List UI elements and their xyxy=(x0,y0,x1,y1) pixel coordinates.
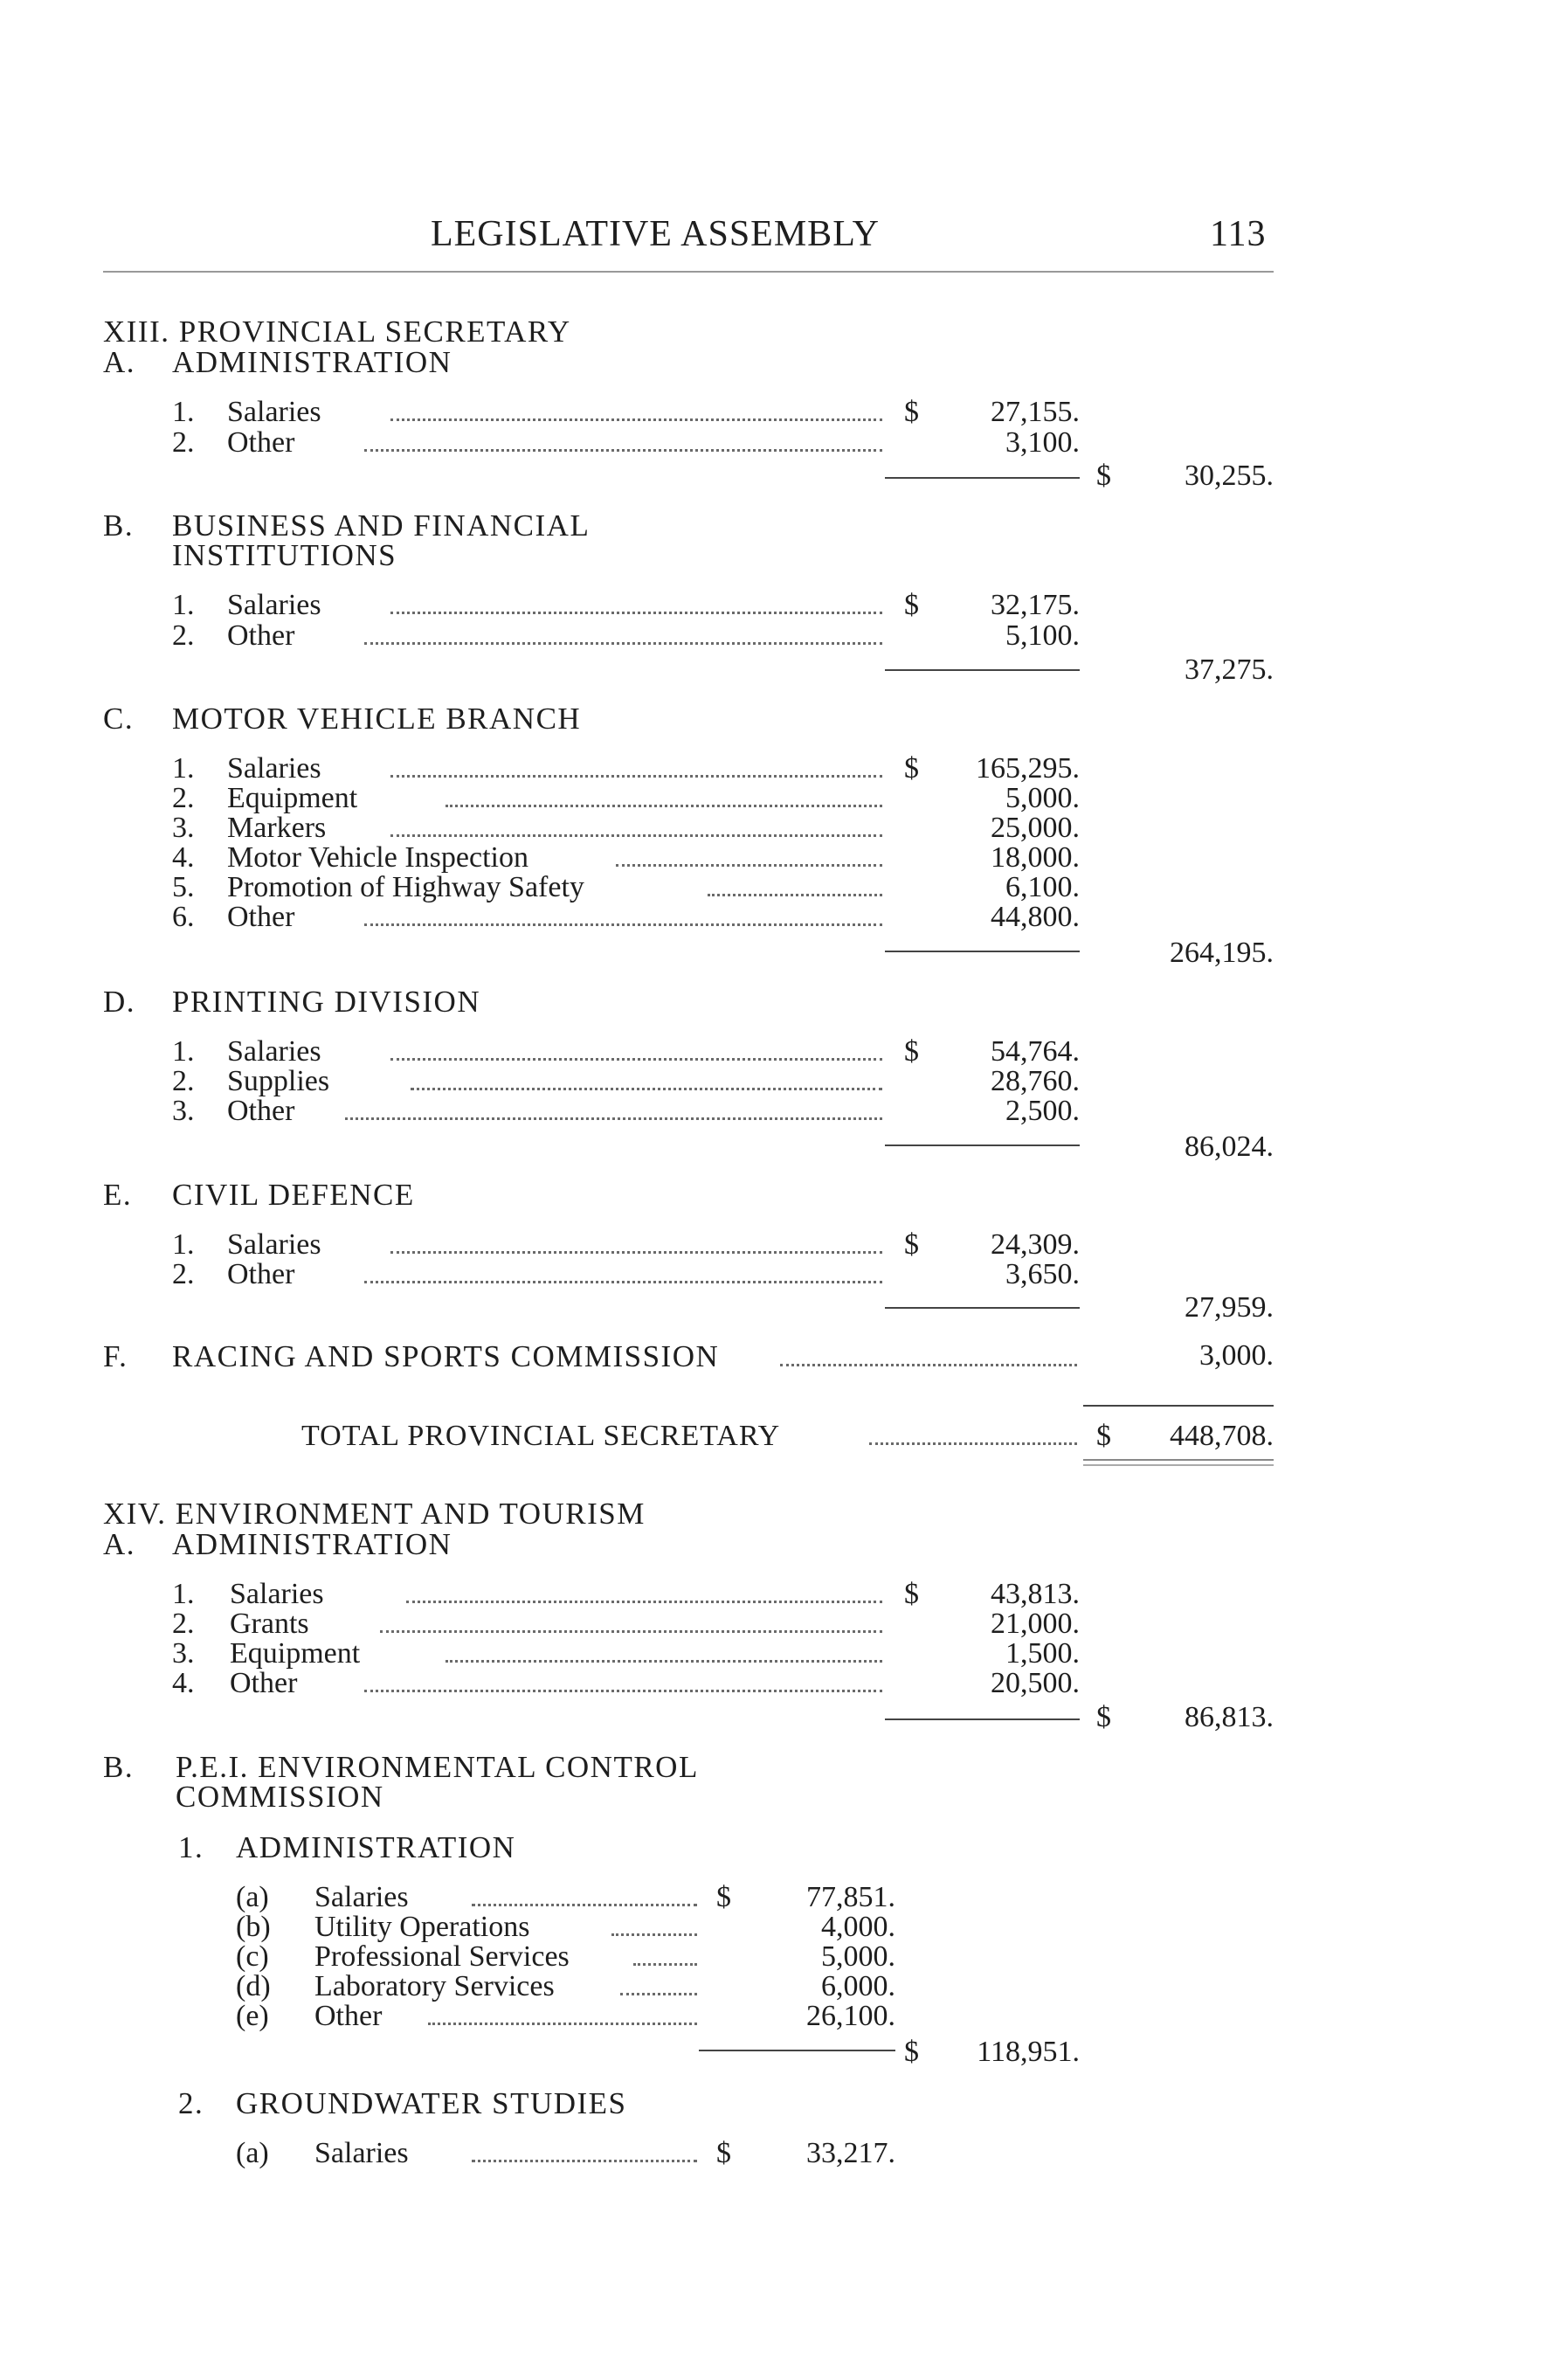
item-amount: 3,100. xyxy=(1005,426,1080,459)
item-label: Markers xyxy=(227,812,327,844)
currency-sign: $ xyxy=(1096,460,1111,492)
item-number: 1. xyxy=(172,396,195,428)
dot-leader xyxy=(390,834,882,837)
item-amount: 20,500. xyxy=(991,1667,1080,1699)
item-number: 3. xyxy=(172,812,195,844)
section-xiv-heading: XIV. ENVIRONMENT AND TOURISM xyxy=(103,1497,646,1531)
item-label: Salaries xyxy=(230,1578,324,1610)
sub-subsection-total: 118,951. xyxy=(977,2036,1080,2068)
item-label: Other xyxy=(227,426,295,459)
item-amount: 3,650. xyxy=(1005,1258,1080,1290)
item-number: 1. xyxy=(172,1578,195,1610)
dot-leader xyxy=(428,2023,697,2025)
subsection-title: MOTOR VEHICLE BRANCH xyxy=(172,702,582,736)
dot-leader xyxy=(411,1088,882,1090)
currency-sign: $ xyxy=(716,1881,731,1913)
item-number: 4. xyxy=(172,841,195,874)
dot-leader xyxy=(364,642,882,645)
item-amount: 26,100. xyxy=(806,2000,895,2032)
item-number: 2. xyxy=(172,426,195,459)
dot-leader xyxy=(620,1993,697,1995)
item-letter: (e) xyxy=(236,2000,269,2032)
dot-leader xyxy=(708,894,882,896)
dot-leader xyxy=(633,1963,697,1966)
subsection-title-cont: INSTITUTIONS xyxy=(172,538,397,572)
subtotal-rule xyxy=(885,1307,1080,1309)
item-label: Other xyxy=(227,1258,295,1290)
dot-leader xyxy=(780,1364,1077,1366)
item-label: Equipment xyxy=(227,782,358,814)
item-letter: (b) xyxy=(236,1911,271,1943)
item-label: Equipment xyxy=(230,1637,361,1670)
subsection-letter: B. xyxy=(103,508,135,543)
item-number: 2. xyxy=(172,782,195,814)
item-label: Motor Vehicle Inspection xyxy=(227,841,528,874)
grand-total-label: TOTAL PROVINCIAL SECRETARY xyxy=(301,1420,781,1452)
dot-leader xyxy=(390,775,882,778)
currency-sign: $ xyxy=(1096,1701,1111,1733)
item-letter: (d) xyxy=(236,1970,271,2002)
dot-leader xyxy=(472,1904,697,1906)
subsection-letter: A. xyxy=(103,1527,136,1561)
item-label: Supplies xyxy=(227,1065,330,1097)
item-amount: 5,100. xyxy=(1005,619,1080,652)
item-amount: 4,000. xyxy=(821,1911,895,1943)
dot-leader xyxy=(616,864,882,867)
dot-leader xyxy=(446,805,882,807)
item-number: 2. xyxy=(172,1258,195,1290)
item-label: Promotion of Highway Safety xyxy=(227,871,584,903)
item-label: Other xyxy=(314,2000,383,2032)
item-letter: (a) xyxy=(236,2137,269,2169)
item-amount: 5,000. xyxy=(821,1940,895,1973)
currency-sign: $ xyxy=(904,589,919,621)
page-number: 113 xyxy=(1210,214,1267,254)
item-number: 2. xyxy=(172,1065,195,1097)
dot-leader xyxy=(869,1442,1077,1445)
item-number: 1. xyxy=(172,1035,195,1068)
sub-subsection-title: ADMINISTRATION xyxy=(236,1830,516,1864)
item-amount: 32,175. xyxy=(991,589,1080,621)
dot-leader xyxy=(380,1630,882,1633)
subsection-letter: A. xyxy=(103,345,136,379)
section-total: 264,195. xyxy=(1170,937,1274,969)
item-letter: (c) xyxy=(236,1940,269,1973)
dot-leader xyxy=(611,1933,697,1936)
item-amount: 27,155. xyxy=(991,396,1080,428)
item-letter: (a) xyxy=(236,1881,269,1913)
item-label: Professional Services xyxy=(314,1940,570,1973)
item-label: Utility Operations xyxy=(314,1911,530,1943)
subsection-title: CIVIL DEFENCE xyxy=(172,1178,415,1212)
section-total: 3,000. xyxy=(1199,1339,1274,1372)
grand-total-amount: 448,708. xyxy=(1170,1420,1274,1452)
dot-leader xyxy=(364,923,882,926)
dot-leader xyxy=(364,1281,882,1283)
item-amount: 165,295. xyxy=(976,752,1080,785)
dot-leader xyxy=(390,1251,882,1254)
total-rule-top xyxy=(1083,1405,1274,1407)
sub-subsection-number: 2. xyxy=(178,2086,204,2120)
item-amount: 1,500. xyxy=(1005,1637,1080,1670)
item-label: Salaries xyxy=(227,1035,321,1068)
subtotal-rule xyxy=(885,669,1080,671)
item-label: Grants xyxy=(230,1608,309,1640)
section-total: 30,255. xyxy=(1185,460,1274,492)
section-total: 37,275. xyxy=(1185,653,1274,686)
subtotal-rule xyxy=(885,1718,1080,1720)
subsection-letter: B. xyxy=(103,1750,135,1784)
currency-sign: $ xyxy=(904,1578,919,1610)
item-label: Salaries xyxy=(314,1881,409,1913)
item-amount: 2,500. xyxy=(1005,1095,1080,1127)
item-number: 2. xyxy=(172,619,195,652)
item-number: 1. xyxy=(172,589,195,621)
header-rule xyxy=(103,271,1274,273)
item-amount: 6,100. xyxy=(1005,871,1080,903)
currency-sign: $ xyxy=(904,1035,919,1068)
subsection-title-cont: COMMISSION xyxy=(176,1780,384,1814)
item-label: Other xyxy=(227,901,295,933)
item-amount: 6,000. xyxy=(821,1970,895,2002)
total-double-rule xyxy=(1083,1459,1274,1461)
subtotal-rule xyxy=(885,951,1080,952)
subsection-title: P.E.I. ENVIRONMENTAL CONTROL xyxy=(176,1750,699,1784)
item-amount: 43,813. xyxy=(991,1578,1080,1610)
subsection-title: ADMINISTRATION xyxy=(172,345,452,379)
currency-sign: $ xyxy=(1096,1420,1111,1452)
item-number: 2. xyxy=(172,1608,195,1640)
currency-sign: $ xyxy=(904,752,919,785)
subtotal-rule xyxy=(885,477,1080,479)
dot-leader xyxy=(364,1690,882,1692)
item-amount: 28,760. xyxy=(991,1065,1080,1097)
item-label: Salaries xyxy=(227,1228,321,1261)
subsection-letter: F. xyxy=(103,1339,128,1373)
item-number: 4. xyxy=(172,1667,195,1699)
dot-leader xyxy=(364,449,882,452)
section-total: 27,959. xyxy=(1185,1291,1274,1324)
item-label: Salaries xyxy=(227,589,321,621)
subsection-title: ADMINISTRATION xyxy=(172,1527,452,1561)
item-number: 5. xyxy=(172,871,195,903)
currency-sign: $ xyxy=(904,1228,919,1261)
item-amount: 44,800. xyxy=(991,901,1080,933)
page-title: LEGISLATIVE ASSEMBLY xyxy=(431,214,880,254)
subsection-letter: D. xyxy=(103,985,136,1019)
item-label: Other xyxy=(227,1095,295,1127)
item-amount: 5,000. xyxy=(1005,782,1080,814)
dot-leader xyxy=(406,1601,882,1603)
subsection-letter: C. xyxy=(103,702,135,736)
item-number: 6. xyxy=(172,901,195,933)
item-amount: 25,000. xyxy=(991,812,1080,844)
dot-leader xyxy=(472,2160,697,2162)
subsection-title: PRINTING DIVISION xyxy=(172,985,481,1019)
item-amount: 77,851. xyxy=(806,1881,895,1913)
dot-leader xyxy=(446,1660,882,1663)
sub-subsection-title: GROUNDWATER STUDIES xyxy=(236,2086,627,2120)
dot-leader xyxy=(390,612,882,614)
currency-sign: $ xyxy=(716,2137,731,2169)
item-amount: 18,000. xyxy=(991,841,1080,874)
subtotal-rule xyxy=(885,1144,1080,1146)
section-total: 86,813. xyxy=(1185,1701,1274,1733)
item-label: Salaries xyxy=(227,396,321,428)
currency-sign: $ xyxy=(904,396,919,428)
dot-leader xyxy=(390,1058,882,1061)
subsection-title: RACING AND SPORTS COMMISSION xyxy=(172,1339,720,1373)
dot-leader xyxy=(390,418,882,421)
item-amount: 54,764. xyxy=(991,1035,1080,1068)
subsection-letter: E. xyxy=(103,1178,133,1212)
item-amount: 24,309. xyxy=(991,1228,1080,1261)
subsection-title: BUSINESS AND FINANCIAL xyxy=(172,508,591,543)
dot-leader xyxy=(345,1117,882,1120)
item-number: 1. xyxy=(172,1228,195,1261)
item-label: Laboratory Services xyxy=(314,1970,555,2002)
currency-sign: $ xyxy=(904,2036,919,2068)
item-amount: 21,000. xyxy=(991,1608,1080,1640)
total-double-rule xyxy=(1083,1464,1274,1466)
item-label: Salaries xyxy=(314,2137,409,2169)
item-number: 1. xyxy=(172,752,195,785)
item-amount: 33,217. xyxy=(806,2137,895,2169)
sub-subsection-number: 1. xyxy=(178,1830,204,1864)
item-number: 3. xyxy=(172,1095,195,1127)
item-label: Salaries xyxy=(227,752,321,785)
subtotal-rule xyxy=(699,2050,895,2051)
section-xiii-heading: XIII. PROVINCIAL SECRETARY xyxy=(103,315,571,349)
section-total: 86,024. xyxy=(1185,1131,1274,1163)
item-label: Other xyxy=(227,619,295,652)
item-number: 3. xyxy=(172,1637,195,1670)
item-label: Other xyxy=(230,1667,298,1699)
